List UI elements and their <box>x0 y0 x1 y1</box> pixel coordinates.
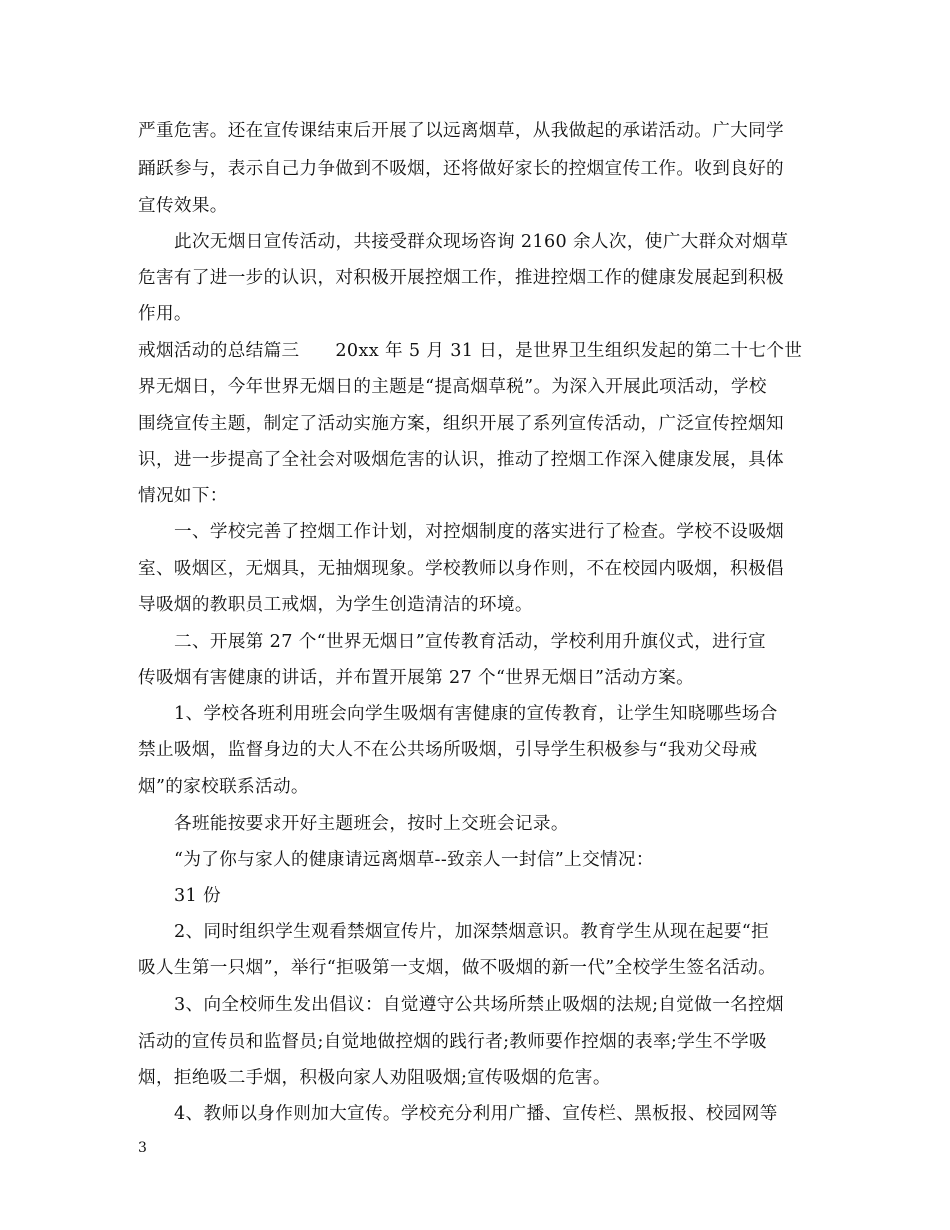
text-line: 导吸烟的教职员工戒烟，为学生创造清洁的环境。 <box>138 595 533 615</box>
text-line: 活动的宣传员和监督员;自觉地做控烟的践行者;教师要作控烟的表率;学生不学吸 <box>138 1032 767 1052</box>
text-line: 烟”的家校联系活动。 <box>138 777 309 797</box>
text-line: 情况如下： <box>138 486 228 506</box>
text-line: 围绕宣传主题，制定了活动实施方案，组织开展了系列宣传活动，广泛宣传控烟知 <box>138 414 784 434</box>
text-line: 作用。 <box>138 304 192 324</box>
text-line: 吸人生第一只烟”，举行“拒吸第一支烟，做不吸烟的新一代”全校学生签名活动。 <box>138 958 777 978</box>
text-line: 4、教师以身作则加大宣传。学校充分利用广播、宣传栏、黑板报、校园网等 <box>174 1104 778 1124</box>
text-line: 室、吸烟区，无烟具，无抽烟现象。学校教师以身作则，不在校园内吸烟，积极倡 <box>138 559 784 579</box>
section-heading-line: 戒烟活动的总结篇三 20xx 年 5 月 31 日，是世界卫生组织发起的第二十七个世 <box>138 341 803 361</box>
text-line: 烟，拒绝吸二手烟，积极向家人劝阻吸烟;宣传吸烟的危害。 <box>138 1068 611 1088</box>
text-line: 识，进一步提高了全社会对吸烟危害的认识，推动了控烟工作深入健康发展，具体 <box>138 450 784 470</box>
text-line: 3、向全校师生发出倡议：自觉遵守公共场所禁止吸烟的法规;自觉做一名控烟 <box>174 995 784 1015</box>
text-line: 传吸烟有害健康的讲话，并布置开展第 27 个“世界无烟日”活动方案。 <box>138 668 695 688</box>
text-line: 各班能按要求开好主题班会，按时上交班会记录。 <box>174 814 569 834</box>
text-line: “为了你与家人的健康请远离烟草--致亲人一封信”上交情况： <box>174 850 654 870</box>
text-line: 严重危害。还在宣传课结束后开展了以远离烟草，从我做起的承诺活动。广大同学 <box>138 121 784 141</box>
text-line: 1、学校各班利用班会向学生吸烟有害健康的宣传教育，让学生知晓哪些场合 <box>174 704 778 724</box>
text-line: 踊跃参与，表示自己力争做到不吸烟，还将做好家长的控烟宣传工作。收到良好的 <box>138 159 784 179</box>
text-line: 禁止吸烟，监督身边的大人不在公共场所吸烟，引导学生积极参与“我劝父母戒 <box>138 740 758 760</box>
text-line: 2、同时组织学生观看禁烟宣传片，加深禁烟意识。教育学生从现在起要“拒 <box>174 922 770 942</box>
text-line: 二、开展第 27 个“世界无烟日”宣传教育活动，学校利用升旗仪式，进行宣 <box>174 632 766 652</box>
text-line: 界无烟日，今年世界无烟日的主题是“提高烟草税”。为深入开展此项活动，学校 <box>138 377 767 397</box>
text-line: 危害有了进一步的认识，对积极开展控烟工作，推进控烟工作的健康发展起到积极 <box>138 268 784 288</box>
text-line: 一、学校完善了控烟工作计划，对控烟制度的落实进行了检查。学校不设吸烟 <box>174 522 785 542</box>
text-line: 31 份 <box>174 886 221 906</box>
text-line: 此次无烟日宣传活动，共接受群众现场咨询 2160 余人次，使广大群众对烟草 <box>174 232 789 252</box>
text-line: 宣传效果。 <box>138 196 228 216</box>
page-number: 3 <box>138 1140 147 1156</box>
